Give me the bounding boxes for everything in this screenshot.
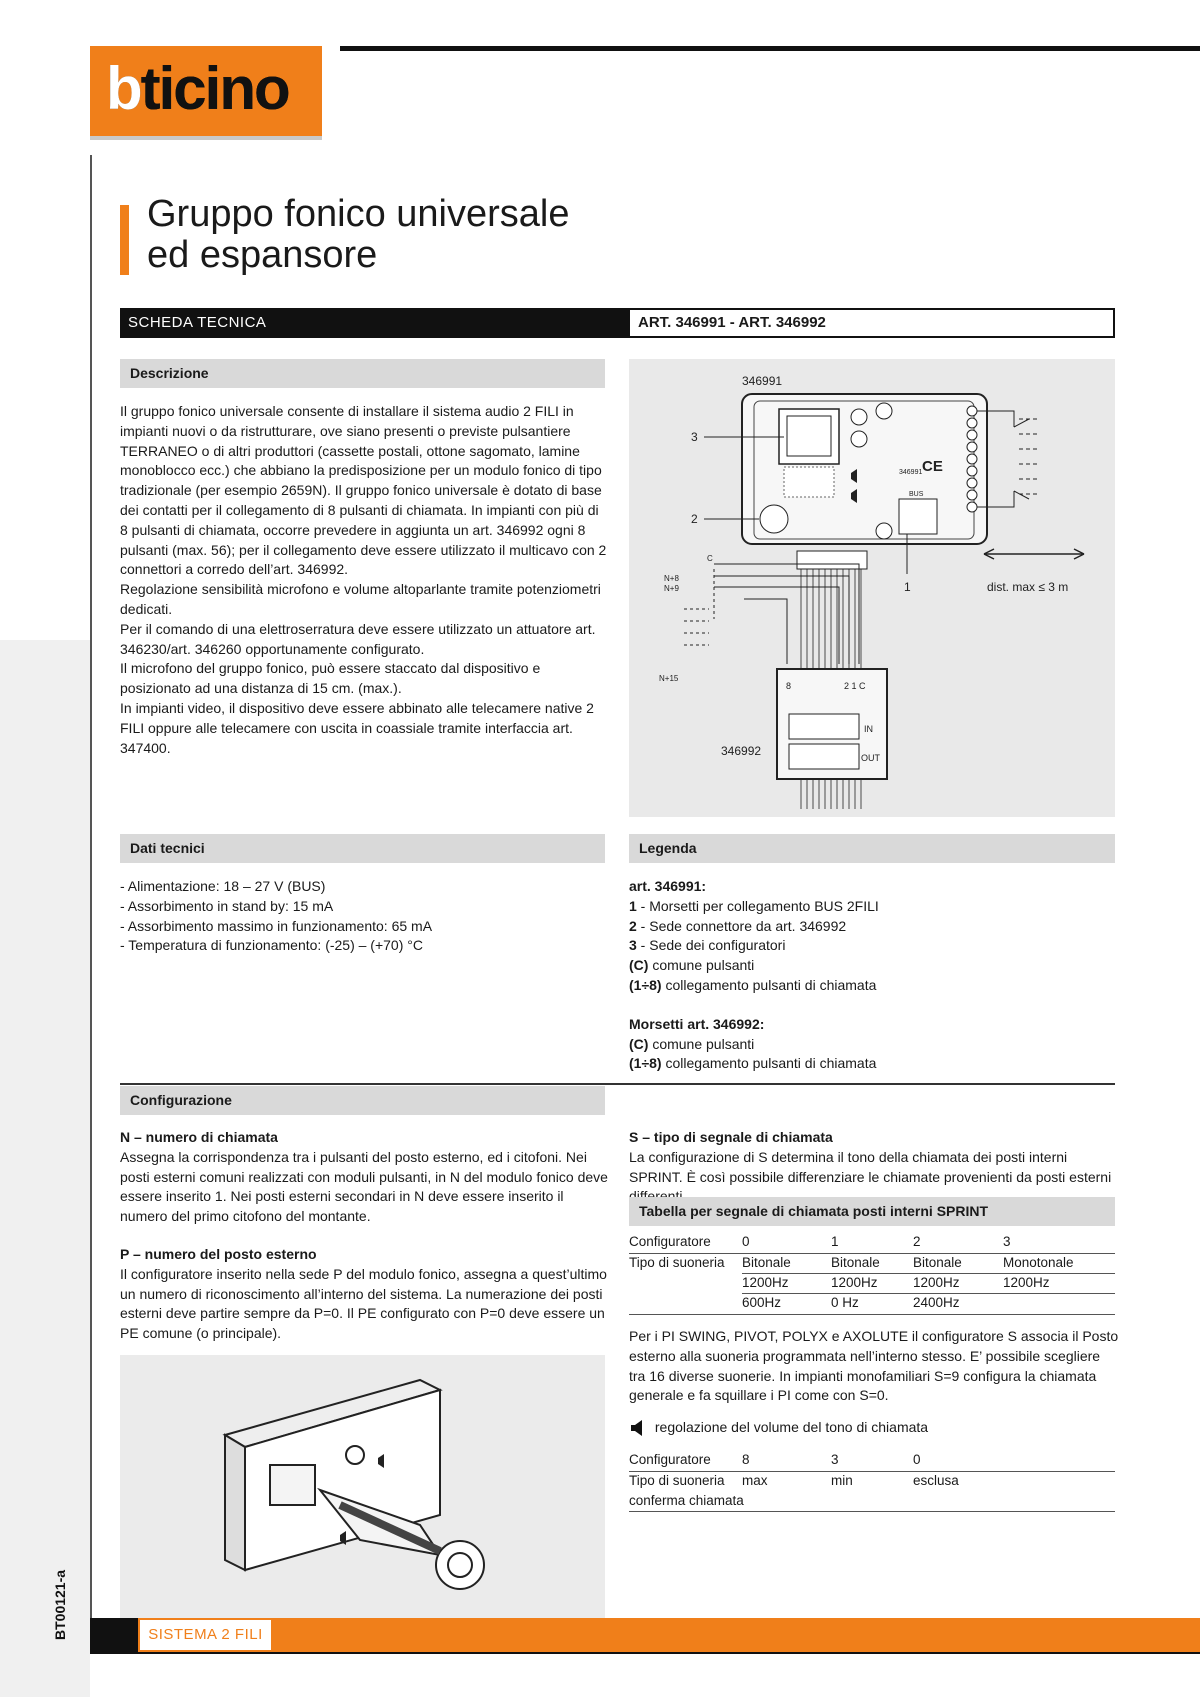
config-n-block (120, 1128, 608, 1227)
table-cell: 1200Hz (831, 1275, 878, 1290)
table-cell: 0 Hz (831, 1295, 859, 1310)
page-title (147, 194, 569, 276)
table-rule (629, 1471, 1115, 1472)
common-label: C (707, 554, 713, 563)
n15-label: N+15 (659, 674, 679, 683)
callout-2: 2 (691, 512, 698, 526)
sprint-table (629, 1232, 1115, 1312)
top-rule (340, 46, 1200, 51)
descrizione-paragraph: Il gruppo fonico universale consente di installare il sistema audio 2 FILI in impianti nuovi o da ristrutturare, ove siano presenti o previste pulsantiere TERRANEO o di altri produttori (cassette postali, ottone sagomato, lamine monoblocco ecc.) che abbiano la predisposizione per un modulo fonico di tipo tradizionale (per esempio 2659N). Il gruppo fonico universale è dotato di base dei contatti per il collegamento di 8 pulsanti di chiamata. In impianti con più di 8 pulsanti di chiamata, occorre prevedere in aggiunta un art. 346992 ogni 8 pulsanti (max. 56); per il collegamento deve essere utilizzato il multicavo con 2 connettori a corredo dell’art. 346992. (120, 403, 607, 578)
table-cell: 3 (1003, 1234, 1011, 1249)
volume-table (629, 1450, 1115, 1510)
scheda-tecnica-label: SCHEDA TECNICA (120, 308, 628, 338)
config-p-text: Il configuratore inserito nella sede P del modulo fonico, assegna a quest’ultimo un numero di riconoscimento all’interno del sistema. La numerazione dei posti esterni deve partire sempre da P=0. Il PE configurato con P=0 deve essere un PE comune (o principale). (120, 1265, 607, 1342)
dati-item: - Temperatura di funzionamento: (-25) – (+70) °C (120, 937, 423, 954)
footer-system-label: SISTEMA 2 FILI (138, 1618, 273, 1652)
diagram-code-small: 346991 (899, 469, 923, 476)
descrizione-paragraph: In impianti video, il dispositivo deve essere abbinato alle telecamere native 2 FILI oppure alle telecamere con uscita in coassiale tramite interfaccia art. 347400. (120, 699, 594, 756)
terminal-21c-label: 2 1 C (844, 681, 866, 691)
table-cell: 1200Hz (1003, 1275, 1050, 1290)
descrizione-paragraph: Regolazione sensibilità microfono e volume altoparlante tramite potenziometri dedicati. (120, 581, 601, 617)
n8-label: N+8 (664, 574, 679, 583)
config-pi-text: Per i PI SWING, PIVOT, POLYX e AXOLUTE il configuratore S associa il Posto esterno alla suoneria programmata nell’interno stesso. E’ possibile scegliere tra 16 diverse suonerie. In impianti monofamiliari S=9 configura la chiamata generale e fa squillare i PI come con S=0. (629, 1328, 1119, 1404)
brand-logo (90, 46, 322, 140)
article-numbers: ART. 346991 - ART. 346992 (628, 308, 1115, 338)
table-cell: 0 (742, 1234, 750, 1249)
volume-title: regolazione del volume del tono di chiamata (654, 1419, 929, 1435)
diagram-label-346991: 346991 (742, 374, 783, 388)
table-cell: min (831, 1473, 853, 1488)
dati-tecnici-list (120, 877, 608, 956)
legenda-item: (1÷8) collegamento pulsanti di chiamata (629, 976, 877, 993)
in-label: IN (864, 724, 873, 734)
config-s-text: La configurazione di S determina il tono della chiamata dei posti interni SPRINT. È così possibile differenziare le chiamate provenienti da posti esterni (629, 1148, 1112, 1185)
title-line-2: ed espansore (147, 234, 378, 276)
table-cell: 600Hz (742, 1295, 782, 1310)
table-cell: Bitonale (831, 1255, 880, 1270)
wiring-diagram (629, 359, 1115, 817)
terminal-8-label: 8 (786, 681, 792, 691)
document-code: BT00121-a (52, 1569, 68, 1640)
diagram-label-346992: 346992 (721, 744, 762, 758)
descrizione-text (120, 402, 608, 758)
footer-black-block (90, 1618, 138, 1652)
config-s-title: S – tipo di segnale di chiamata (629, 1129, 833, 1145)
table-cell: 2 (913, 1234, 921, 1249)
table-rule (742, 1273, 1115, 1274)
config-n-title: N – numero di chiamata (120, 1129, 278, 1145)
legenda-item: 2 - Sede connettore da art. 346992 (629, 917, 847, 934)
table-cell: 8 (742, 1452, 750, 1467)
device-illustration-svg (120, 1355, 605, 1620)
config-p-block (120, 1245, 608, 1344)
table-cell: Bitonale (742, 1255, 791, 1270)
sprint-table-heading: Tabella per segnale di chiamata posti interni SPRINT (629, 1197, 1115, 1226)
legenda-art1-title: art. 346991: (629, 878, 707, 894)
legenda-heading: Legenda (629, 834, 1115, 863)
volume-row (629, 1417, 928, 1437)
footer-rule (90, 1652, 1200, 1654)
table-cell: 1200Hz (913, 1275, 960, 1290)
brand-name-part1: b (106, 55, 141, 122)
table-cell: 1200Hz (742, 1275, 789, 1290)
legenda-item: 3 - Sede dei configuratori (629, 937, 786, 954)
diagram-bus-label: BUS (909, 491, 924, 498)
table-cell: Tipo di suoneria (629, 1473, 725, 1488)
table-cell: 3 (831, 1452, 839, 1467)
device-illustration (120, 1355, 605, 1620)
config-n-text: Assegna la corrispondenza tra i pulsanti del posto esterno, ed i citofoni. Nei posti esterni comuni realizzati con moduli pulsanti, in N del modulo fonico deve essere inserito 1. Nei posti esterni secondari in N deve essere inserito il numero del primo citofono del montante. (120, 1148, 608, 1225)
legenda-list (629, 877, 1115, 1074)
wiring-diagram-svg (629, 359, 1115, 817)
table-cell: Configuratore (629, 1452, 711, 1467)
configurazione-heading: Configurazione (120, 1086, 605, 1115)
legenda-art2-title: Morsetti art. 346992: (629, 1015, 765, 1032)
table-rule (742, 1293, 1115, 1294)
callout-3: 3 (691, 430, 698, 444)
legenda-item: 1 - Morsetti per collegamento BUS 2FILI (629, 897, 879, 914)
table-rule (629, 1314, 1115, 1315)
legenda-item: (C) comune pulsanti (629, 957, 755, 974)
legenda-item: (C) comune pulsanti (629, 1035, 755, 1052)
title-accent-bar (120, 205, 129, 275)
title-line-1: Gruppo fonico universale (147, 193, 570, 235)
table-cell: Tipo di suoneria (629, 1255, 725, 1270)
ce-mark: CE (922, 458, 943, 475)
config-s-block (629, 1128, 1119, 1207)
table-cell: max (742, 1473, 768, 1488)
n9-label: N+9 (664, 584, 679, 593)
config-p-title: P – numero del posto esterno (120, 1246, 317, 1262)
table-cell: Monotonale (1003, 1255, 1074, 1270)
callout-1: 1 (904, 580, 911, 594)
dati-item: - Alimentazione: 18 – 27 V (BUS) (120, 878, 326, 894)
table-cell: esclusa (913, 1473, 959, 1488)
dati-item: - Assorbimento massimo in funzionamento: 65 mA (120, 917, 433, 934)
table-cell: 1 (831, 1234, 839, 1249)
table-cell: Configuratore (629, 1234, 711, 1249)
section-divider (120, 1083, 1115, 1085)
descrizione-heading: Descrizione (120, 359, 605, 388)
legenda-item: (1÷8) collegamento pulsanti di chiamata (629, 1055, 877, 1072)
speaker-icon (629, 1419, 645, 1437)
descrizione-paragraph: Il microfono del gruppo fonico, può essere staccato dal dispositivo e posizionato ad una distanza di 15 cm. (max.). (120, 660, 541, 697)
distance-label: dist. max ≤ 3 m (987, 580, 1069, 594)
footer-bar (138, 1618, 1200, 1652)
table-rule (629, 1511, 1115, 1512)
dati-item: - Assorbimento in stand by: 15 mA (120, 897, 334, 914)
out-label: OUT (861, 753, 880, 763)
table-cell: Bitonale (913, 1255, 962, 1270)
table-cell: 2400Hz (913, 1295, 960, 1310)
left-grey-band (0, 640, 90, 1697)
dati-tecnici-heading: Dati tecnici (120, 834, 605, 863)
table-rule (629, 1253, 1115, 1254)
left-margin-line (90, 155, 92, 1625)
table-cell: 0 (913, 1452, 921, 1467)
table-cell: conferma chiamata (629, 1493, 744, 1508)
brand-name-part2: ticino (140, 55, 289, 122)
descrizione-paragraph: Per il comando di una elettroserratura deve essere utilizzato un attuatore art. 346230/art. 346260 opportunamente configurato. (120, 620, 596, 657)
